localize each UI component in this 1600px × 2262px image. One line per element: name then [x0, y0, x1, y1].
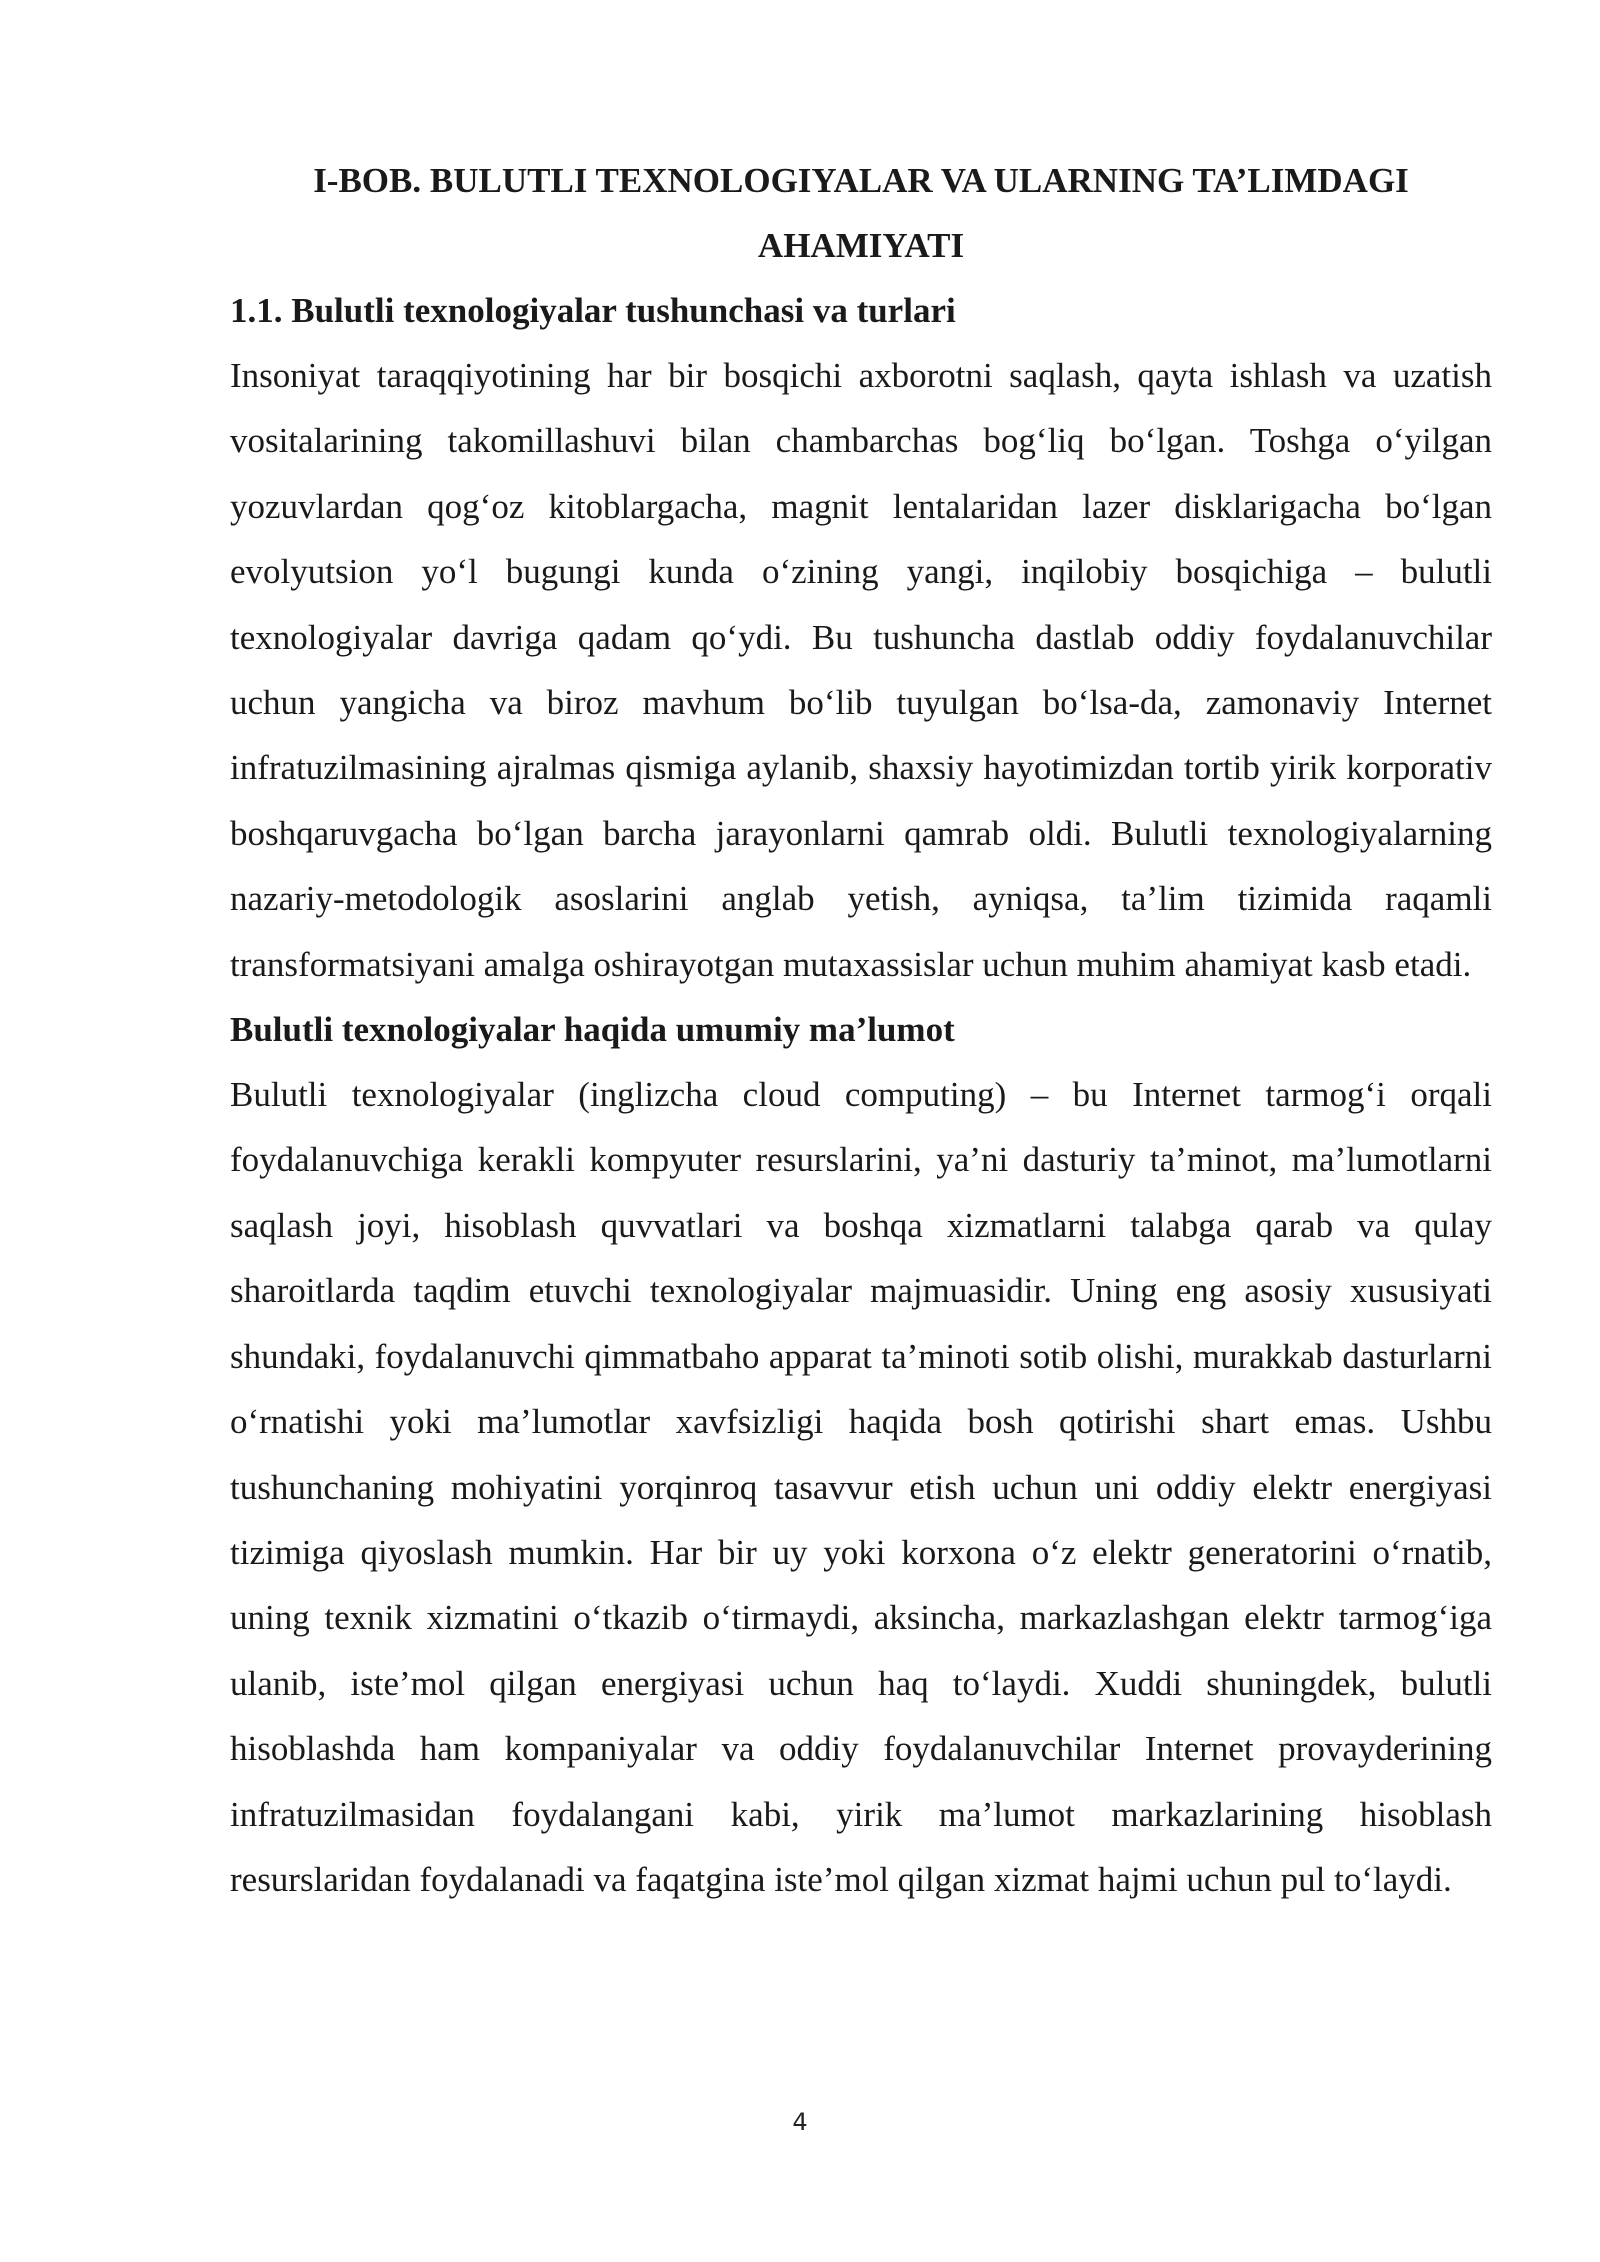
- page-number: 4: [792, 2108, 808, 2136]
- subsection-title: Bulutli texnologiyalar haqida umumiy ma’lumot: [230, 1010, 955, 1050]
- chapter-title: [230, 148, 1492, 278]
- section-title: 1.1. Bulutli texnologiyalar tushunchasi va turlari: [230, 291, 956, 330]
- chapter-title-line-1: I-BOB. BULUTLI TEXNOLOGIYALAR VA ULARNING TA’LIMDAGI: [313, 161, 1409, 200]
- subsection-paragraph: Bulutli texnologiyalar (inglizcha cloud computing) – bu Internet tarmog‘i orqali foydalanuvchiga kerakli kompyuter resurslarini, ya’ni dasturiy ta’minot, ma’lumotlarni saqlash joyi, hisoblash quvvatlari va boshqa xizmatlarni talabga qarab va qulay sharoitlarda taqdim etuvchi texnologiyalar majmuasidir. Uning eng asosiy xususiyati shundaki, foydalanuvchi qimmatbaho apparat ta’minoti sotib olishi, murakkab dasturlarni o‘rnatishi yoki ma’lumotlar xavfsizligi haqida bosh qotirishi shart emas. Ushbu tushunchaning mohiyatini yorqinroq tasavvur etish uchun uni oddiy elektr energiyasi tizimiga qiyoslash mumkin. Har bir uy yoki korxona o‘z elektr generatorini o‘rnatib, uning texnik xizmatini o‘tkazib o‘tirmaydi, aksincha, markazlashgan elektr tarmog‘iga ulanib, iste’mol qilgan energiyasi uchun haq to‘laydi. Xuddi shuningdek, bulutli hisoblashda ham kompaniyalar va oddiy foydalanuvchilar Internet provayderining infratuzilmasidan foydalangani kabi, yirik ma’lumot markazlarining hisoblash resurslaridan foydalanadi va faqatgina iste’mol qilgan xizmat hajmi uchun pul to‘laydi.: [230, 1075, 1492, 1899]
- chapter-title-line-2: AHAMIYATI: [757, 226, 965, 265]
- document-page: [230, 148, 1492, 1912]
- section-paragraph: Insoniyat taraqqiyotining har bir bosqichi axborotni saqlash, qayta ishlash va uzatish vositalarining takomillashuvi bilan chambarchas bog‘liq bo‘lgan. Toshga o‘yilgan yozuvlardan qog‘oz kitoblargacha, magnit lentalaridan lazer disklarigacha bo‘lgan evolyutsion yo‘l bugungi kunda o‘zining yangi, inqilobiy bosqichiga – bulutli texnologiyalar davriga qadam qo‘ydi. Bu tushuncha dastlab oddiy foydalanuvchilar uchun yangicha va biroz mavhum bo‘lib tuyulgan bo‘lsa-da, zamonaviy Internet infratuzilmasining ajralmas qismiga aylanib, shaxsiy hayotimizdan tortib yirik korporativ boshqaruvgacha bo‘lgan barcha jarayonlarni qamrab oldi. Bulutli texnologiyalarning nazariy-metodologik asoslarini anglab yetish, ayniqsa, ta’lim tizimida raqamli transformatsiyani amalga oshirayotgan mutaxassislar uchun muhim ahamiyat kasb etadi.: [230, 356, 1492, 984]
